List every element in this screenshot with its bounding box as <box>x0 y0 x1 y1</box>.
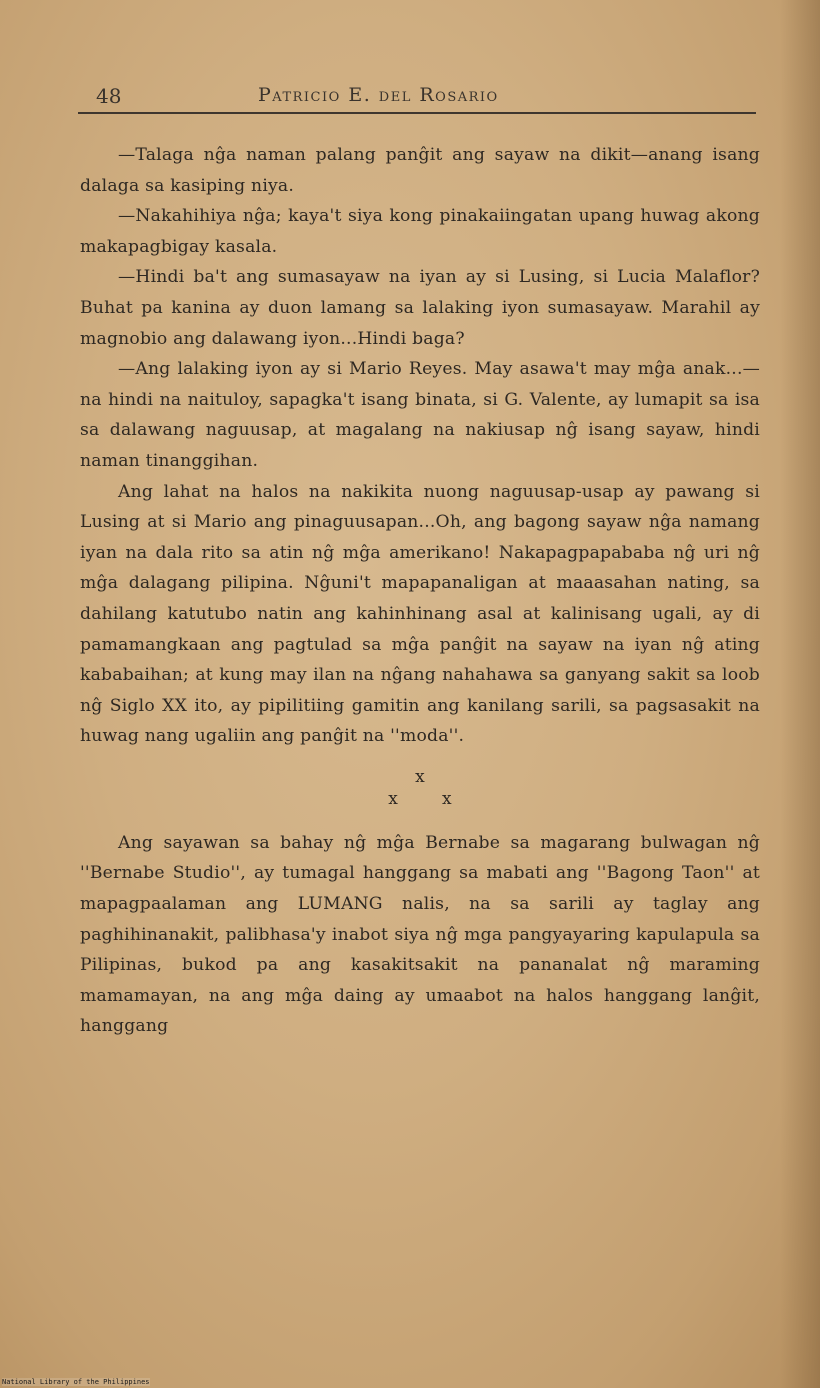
paragraph-6: Ang sayawan sa bahay nĝ mĝa Bernabe sa magarang bulwagan nĝ ''Bernabe Studio'', ay tumagal hanggang sa mabati ang ''Bagong Taon'' at mapagpaalaman ang LUMANG nalis, na sa sarili ay taglay ang paghihinanakit, palibhasa'y inabot siya nĝ mga pangyayaring kapulapula sa Pilipinas, bukod pa ang kasakitsakit na pananalat nĝ maraming mamamayan, na ang mĝa daing ay umaabot na halos hanggang lanĝit, hanggang <box>80 832 760 1037</box>
separator-mark-left: x <box>388 788 398 809</box>
page-number: 48 <box>96 84 122 108</box>
body-text <box>80 140 760 1042</box>
separator-mark-right: x <box>442 788 452 809</box>
header-rule <box>78 112 756 114</box>
running-head: Patricio E. del Rosario <box>258 84 499 106</box>
paragraph-1: —Talaga nĝa naman palang panĝit ang sayaw na dikit—anang isang dalaga sa kasiping niya. <box>80 145 760 196</box>
paragraph-5: Ang lahat na halos na nakikita nuong naguusap-usap ay pawang si Lusing at si Mario ang pinaguusapan...Oh, ang bagong sayaw nĝa namang iyan na dala rito sa atin nĝ mĝa amerikano! Nakapagpapababa nĝ uri nĝ mĝa dalagang pilipina. Nĝuni't mapapanaligan at maaasahan nating, sa dahilang katutubo natin ang kahinhinang asal at kalinisang ugali, ay di pamamangkaan ang pagtulad sa mĝa panĝit na sayaw na iyan nĝ ating kababaihan; at kung may ilan na nĝang nahahawa sa ganyang sakit sa loob nĝ Siglo XX ito, ay pipilitiing gamitin ang kanilang sarili, sa pagsasakit na huwag nang ugaliin ang panĝit na ''moda''. <box>80 481 760 747</box>
page-header <box>78 78 756 118</box>
section-separator <box>80 766 760 810</box>
paragraph-3: —Hindi ba't ang sumasayaw na iyan ay si Lusing, si Lucia Malaflor? Buhat pa kanina ay duon lamang sa lalaking iyon sumasayaw. Marahil ay magnobio ang dalawang iyon...Hindi baga? <box>80 267 760 349</box>
page-edge-shadow <box>780 0 820 1388</box>
separator-row <box>80 788 760 810</box>
paragraph-2: —Nakahihiya nĝa; kaya't siya kong pinakaiingatan upang huwag akong makapagbigay kasala. <box>80 206 760 257</box>
separator-mark-top: x <box>415 766 425 787</box>
library-credit: National Library of the Philippines <box>2 1378 150 1386</box>
paragraph-4: —Ang lalaking iyon ay si Mario Reyes. May asawa't may mĝa anak...—na hindi na naituloy, sapagka't isang binata, si G. Valente, ay lumapit sa isa sa dalawang naguusap, at magalang na nakiusap nĝ isang sayaw, hindi naman tinanggihan. <box>80 359 760 471</box>
